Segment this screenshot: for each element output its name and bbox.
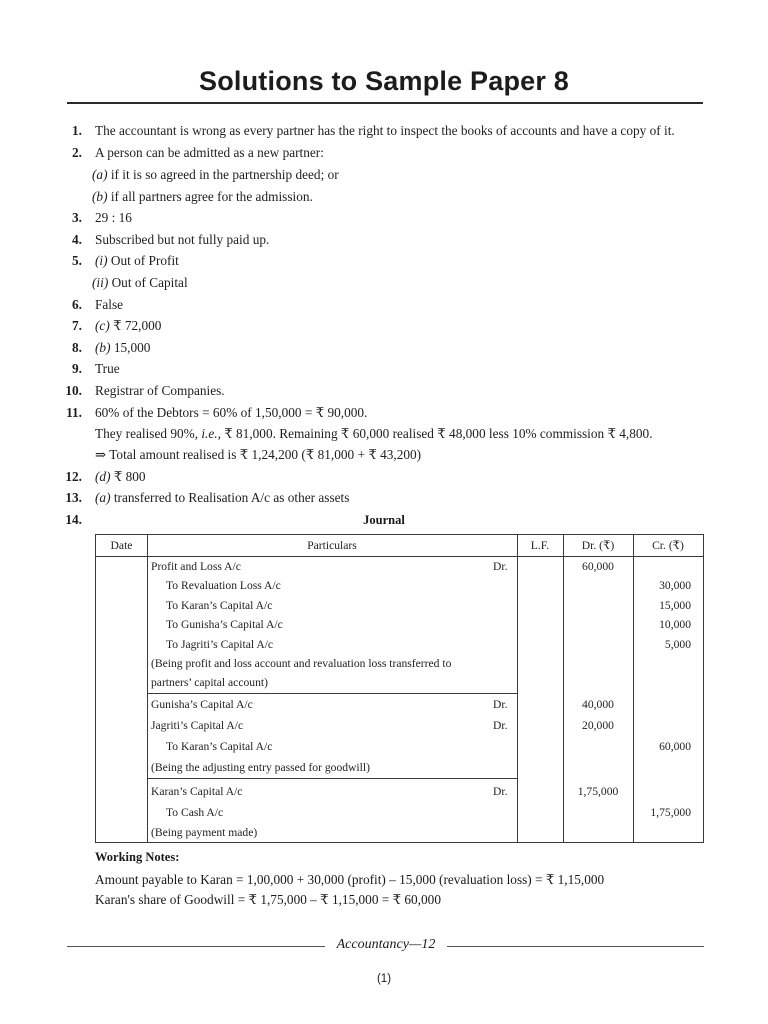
journal-table — [95, 534, 704, 843]
option-mark: (a) — [92, 167, 108, 182]
narration: partners’ capital account) — [151, 676, 268, 689]
working-note-line: Amount payable to Karan = 1,00,000 + 30,000 (profit) – 15,000 (revaluation loss) = ₹ 1,15,000 — [95, 872, 605, 887]
page-title: Solutions to Sample Paper 8 — [199, 66, 569, 96]
narration: (Being the adjusting entry passed for goodwill) — [151, 761, 370, 774]
option-text: if it is so agreed in the partnership deed; or — [110, 167, 339, 182]
header-date: Date — [110, 539, 133, 552]
header-divider — [96, 556, 703, 557]
dr-mark: Dr. — [493, 560, 508, 573]
footer-rule — [67, 946, 325, 947]
option-mark: (c) — [95, 318, 110, 333]
option-mark: (ii) — [92, 275, 109, 290]
entry-divider — [147, 693, 518, 694]
answer-text: Registrar of Companies. — [95, 383, 225, 398]
dr-amount: 40,000 — [582, 698, 614, 711]
particular-line: Gunisha’s Capital A/c — [151, 698, 253, 711]
text-part: They realised 90%, — [95, 426, 202, 441]
option-mark: (a) — [95, 490, 111, 505]
narration: (Being payment made) — [151, 826, 258, 839]
answer-number: 1. — [72, 123, 82, 138]
option-mark: (i) — [95, 253, 108, 268]
title-divider — [67, 102, 703, 104]
option-text: Out of Profit — [110, 253, 179, 268]
answer-text: 29 : 16 — [95, 210, 132, 225]
header-particulars: Particulars — [307, 539, 357, 552]
cr-amount: 1,75,000 — [650, 806, 691, 819]
cr-amount: 30,000 — [659, 579, 691, 592]
answer-number: 3. — [72, 210, 82, 225]
dr-amount: 60,000 — [582, 560, 614, 573]
answer-2b — [92, 189, 313, 205]
entry-divider — [147, 778, 518, 779]
answer-2a — [92, 167, 339, 183]
particular-line: Profit and Loss A/c — [151, 560, 241, 573]
header-dr: Dr. (₹) — [581, 539, 615, 552]
option-text: if all partners agree for the admission. — [110, 189, 313, 204]
page-number: (1) — [376, 973, 392, 985]
answer-text — [95, 318, 161, 334]
dr-mark: Dr. — [493, 785, 508, 798]
header-lf: L.F. — [530, 539, 550, 552]
text-part: , ₹ 81,000. Remaining ₹ 60,000 realised ₹ 48,000 less 10% commission ₹ 4,800. — [217, 426, 653, 441]
answer-text: False — [95, 297, 124, 312]
footer-rule — [447, 946, 704, 947]
answer-number: 13. — [65, 490, 82, 505]
particular-line: To Karan’s Capital A/c — [166, 599, 273, 612]
answer-text: True — [95, 361, 120, 376]
answer-text: 60% of the Debtors = 60% of 1,50,000 = ₹ 90,000. — [95, 405, 368, 420]
dr-amount: 1,75,000 — [577, 785, 619, 798]
answer-5ii — [92, 275, 188, 291]
answer-text — [95, 253, 179, 269]
particular-line: Karan’s Capital A/c — [151, 785, 243, 798]
answer-11-line3: ⇒ Total amount realised is ₹ 1,24,200 (₹ 81,000 + ₹ 43,200) — [95, 447, 422, 462]
particular-line: To Cash A/c — [166, 806, 224, 819]
option-text: 15,000 — [113, 340, 151, 355]
particular-line: To Revaluation Loss A/c — [166, 579, 281, 592]
cr-amount: 60,000 — [659, 740, 691, 753]
option-text: Out of Capital — [111, 275, 188, 290]
answer-number: 9. — [72, 361, 82, 376]
answer-number: 11. — [66, 405, 82, 420]
cr-amount: 5,000 — [664, 638, 691, 651]
particular-line: Jagriti’s Capital A/c — [151, 719, 244, 732]
option-text: ₹ 800 — [113, 469, 146, 484]
journal-title: Journal — [363, 513, 405, 527]
option-mark: (b) — [95, 340, 111, 355]
column-divider — [517, 535, 518, 842]
answer-number: 4. — [72, 232, 82, 247]
text-italic: i.e. — [201, 426, 218, 441]
answer-number: 6. — [72, 297, 82, 312]
particular-line: To Jagriti’s Capital A/c — [166, 638, 274, 651]
column-divider — [147, 535, 148, 842]
answer-number: 2. — [72, 145, 82, 160]
answer-number: 10. — [65, 383, 82, 398]
cr-amount: 15,000 — [659, 599, 691, 612]
option-mark: (d) — [95, 469, 111, 484]
answer-text — [95, 469, 146, 485]
narration: (Being profit and loss account and revaluation loss transferred to — [151, 657, 452, 670]
working-notes-title: Working Notes: — [95, 850, 180, 864]
option-text: ₹ 72,000 — [113, 318, 162, 333]
answer-text: Subscribed but not fully paid up. — [95, 232, 270, 247]
answer-text — [95, 340, 150, 356]
answer-text — [95, 490, 349, 506]
dr-mark: Dr. — [493, 719, 508, 732]
answer-number: 8. — [72, 340, 82, 355]
answer-number: 14. — [65, 512, 82, 527]
answer-11-line2 — [95, 426, 653, 442]
answer-text: The accountant is wrong as every partner has the right to inspect the books of accounts and have a copy of it. — [95, 123, 675, 138]
option-mark: (b) — [92, 189, 108, 204]
answer-number: 7. — [72, 318, 82, 333]
option-text: transferred to Realisation A/c as other assets — [113, 490, 350, 505]
answer-number: 12. — [65, 469, 82, 484]
cr-amount: 10,000 — [659, 618, 691, 631]
dr-mark: Dr. — [493, 698, 508, 711]
answer-number: 5. — [72, 253, 82, 268]
particular-line: To Gunisha’s Capital A/c — [166, 618, 283, 631]
working-note-line: Karan's share of Goodwill = ₹ 1,75,000 – ₹ 1,15,000 = ₹ 60,000 — [95, 892, 441, 907]
footer-subject: Accountancy—12 — [336, 937, 436, 952]
answer-text: A person can be admitted as a new partner: — [95, 145, 324, 160]
particular-line: To Karan’s Capital A/c — [166, 740, 273, 753]
header-cr: Cr. (₹) — [652, 539, 684, 552]
dr-amount: 20,000 — [582, 719, 614, 732]
